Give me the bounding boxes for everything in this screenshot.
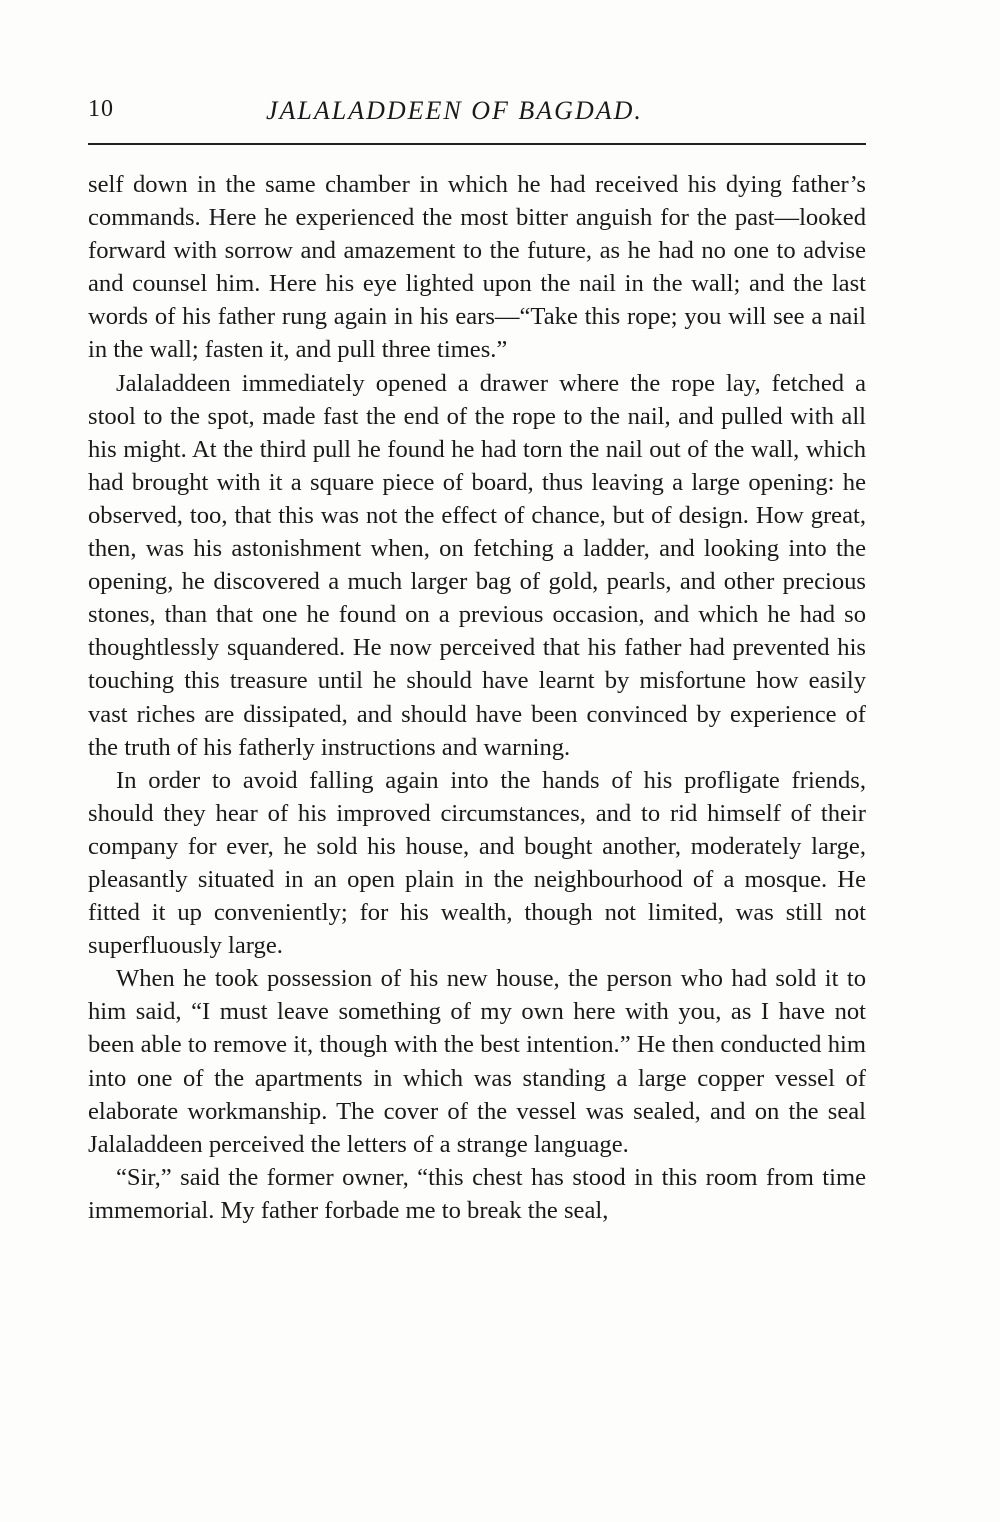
paragraph-4: When he took possession of his new house, the person who had sold it to him said, “I must leave something of my own here with you, as I have not been able to remove it, though with the best intention.” He then conducted him into one of the apartments in which was standing a large copper vessel of elaborate workmanship. The cover of the vessel was sealed, and on the seal Jalaladdeen perceived the letters of a strange language.	[88, 965, 866, 1158]
paragraph-3: In order to avoid falling again into the hands of his profligate friends, should they hear of his improved circumstances, and to rid himself of their company for ever, he sold his house, and bought another, moderately large, pleasantly situated in an open plain in the neighbourhood of a mosque. He fitted it up conveniently; for his wealth, though not limited, was still not superfluously large.	[88, 766, 866, 960]
running-title: JALALADDEEN OF BAGDAD.	[266, 96, 643, 125]
paragraph-1: self down in the same chamber in which he had received his dying father’s commands. Here he experienced the most bitter anguish for the past—looked forward with sorrow and amazement to the future, as he had no one to advise and counsel him. Here his eye lighted upon the nail in the wall; and the last words of his father rung again in his ears—“Take this rope; you will see a nail in the wall; fasten it, and pull three times.”	[88, 171, 866, 364]
paragraph-2: Jalaladdeen immediately opened a drawer where the rope lay, fetched a stool to the spot, made fast the end of the rope to the nail, and pulled with all his might. At the third pull he found he had torn the nail out of the wall, which had brought with it a square piece of board, thus leaving a large opening: he observed, too, that this was not the effect of chance, but of design. How great, then, was his astonishment when, on fetching a ladder, and looking into the opening, he discovered a much larger bag of gold, pearls, and other precious stones, than that one he found on a previous occasion, and which he had so thoughtlessly squandered. He now perceived that his father had prevented his touching this treasure until he should have learnt by misfortune how easily vast riches are dissipated, and should have been convinced by experience of the truth of his fatherly instructions and warning.	[88, 369, 866, 761]
header-rule	[88, 143, 866, 145]
page-number: 10	[88, 96, 114, 122]
page-header	[88, 96, 866, 136]
paragraph-5: “Sir,” said the former owner, “this chest has stood in this room from time immemorial. My father forbade me to break the seal,	[88, 1163, 866, 1224]
body-text	[88, 168, 866, 1227]
